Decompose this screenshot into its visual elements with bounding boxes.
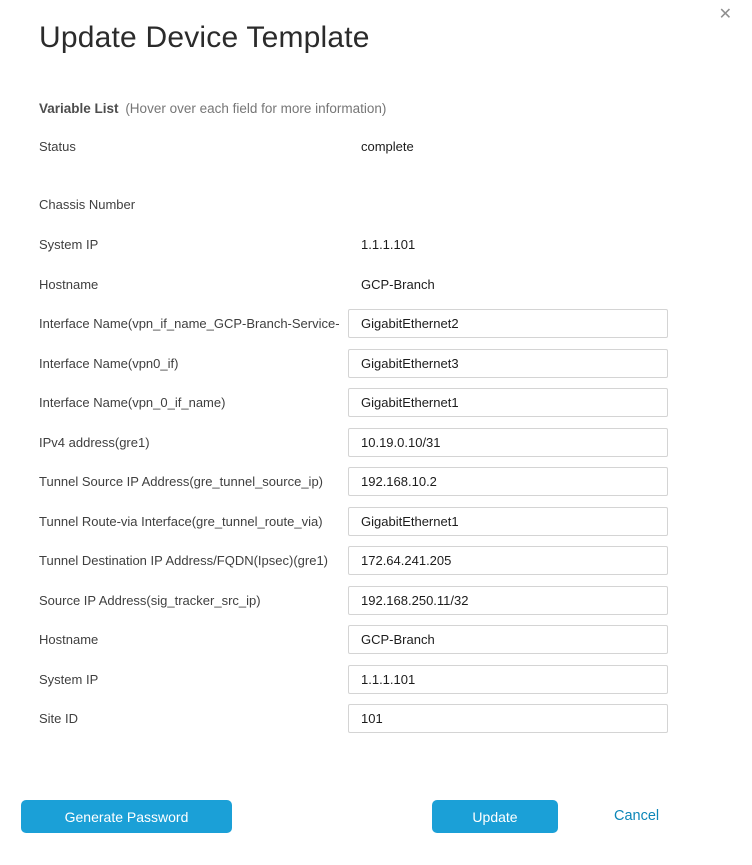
field-input[interactable] — [348, 349, 668, 378]
field-label: Site ID — [39, 711, 79, 727]
field-label: Status — [39, 138, 76, 154]
field-value: complete — [361, 138, 414, 154]
close-icon[interactable]: ✕ — [713, 2, 738, 26]
field-label: System IP — [39, 671, 99, 687]
field-label: Interface Name(vpn0_if) — [39, 355, 179, 371]
update-button[interactable]: Update — [432, 800, 558, 833]
input-field-row — [0, 383, 752, 423]
input-fields-list — [0, 304, 752, 739]
variable-list-hint: (Hover over each field for more information) — [125, 101, 387, 116]
field-input[interactable] — [348, 704, 668, 733]
field-input[interactable] — [348, 467, 668, 496]
field-label: IPv4 address(gre1) — [39, 434, 150, 450]
field-label: Chassis Number — [39, 196, 136, 212]
input-field-row — [0, 699, 752, 739]
static-fields-list — [0, 126, 752, 304]
field-input[interactable] — [348, 625, 668, 654]
input-field-row — [0, 344, 752, 384]
field-label: Hostname — [39, 632, 99, 648]
field-input[interactable] — [348, 546, 668, 575]
field-input[interactable] — [348, 428, 668, 457]
input-field-row — [0, 502, 752, 542]
field-label: Tunnel Route-via Interface(gre_tunnel_route_via) — [39, 513, 323, 529]
field-value: GCP-Branch — [361, 276, 435, 292]
variable-list-title: Variable List — [39, 101, 119, 116]
field-label: Source IP Address(sig_tracker_src_ip) — [39, 592, 261, 608]
field-label: Interface Name(vpn_0_if_name) — [39, 395, 226, 411]
static-field-row — [0, 224, 752, 264]
static-field-row — [0, 184, 752, 224]
page-title: Update Device Template — [39, 21, 370, 54]
static-field-row — [0, 264, 752, 304]
field-input[interactable] — [348, 388, 668, 417]
field-value: 1.1.1.101 — [361, 236, 416, 252]
static-field-row — [0, 126, 752, 166]
field-label: Tunnel Source IP Address(gre_tunnel_source_ip) — [39, 474, 324, 490]
input-field-row — [0, 660, 752, 700]
field-input[interactable] — [348, 507, 668, 536]
field-input[interactable] — [348, 586, 668, 615]
field-label: Interface Name(vpn_if_name_GCP-Branch-Service- — [39, 316, 340, 332]
input-field-row — [0, 581, 752, 621]
input-field-row — [0, 541, 752, 581]
field-label: Hostname — [39, 276, 99, 292]
input-field-row — [0, 423, 752, 463]
field-input[interactable] — [348, 665, 668, 694]
input-field-row — [0, 462, 752, 502]
variable-list-heading — [39, 100, 752, 117]
cancel-link[interactable]: Cancel — [614, 808, 660, 824]
input-field-row — [0, 304, 752, 344]
field-label: Tunnel Destination IP Address/FQDN(Ipsec)(gre1) — [39, 553, 329, 569]
dialog-footer — [0, 800, 752, 834]
input-field-row — [0, 620, 752, 660]
generate-password-button[interactable]: Generate Password — [21, 800, 232, 833]
field-label: System IP — [39, 236, 99, 252]
field-input[interactable] — [348, 309, 668, 338]
